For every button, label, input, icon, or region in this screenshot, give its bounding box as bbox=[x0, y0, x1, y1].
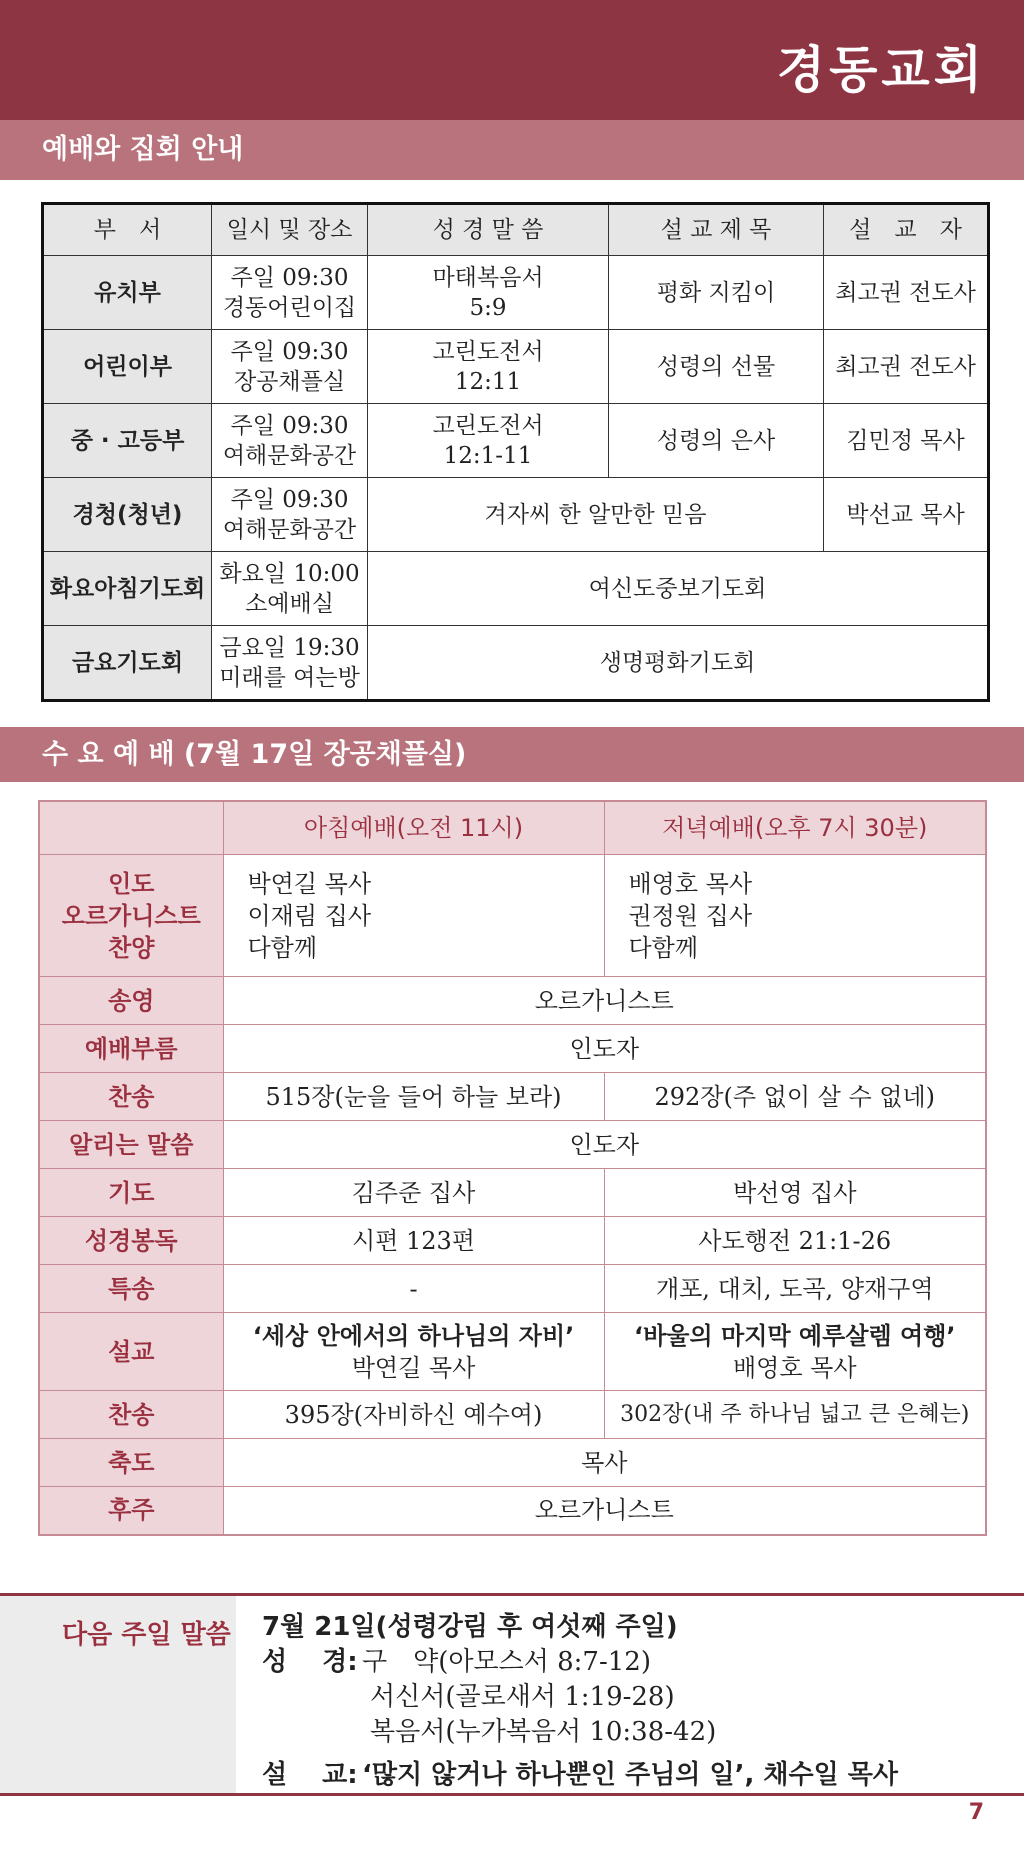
place: 미래를 여는방 bbox=[219, 664, 360, 691]
table-row bbox=[39, 977, 986, 1025]
table-row bbox=[43, 330, 989, 404]
evening-cell: 사도행전 21:1-26 bbox=[604, 1217, 986, 1265]
merged-cell: 오르가니스트 bbox=[223, 977, 986, 1025]
scripture-book: 고린도전서 bbox=[432, 338, 544, 365]
church-name: 경동교회 bbox=[776, 40, 986, 99]
table-row bbox=[39, 1025, 986, 1073]
row-label: 설교 bbox=[39, 1313, 223, 1391]
table-row bbox=[39, 1265, 986, 1313]
table-row bbox=[39, 1391, 986, 1439]
sermon-key: 설 교: bbox=[262, 1760, 358, 1790]
next-sunday-date: 7월 21일(성령강림 후 여섯째 주일) bbox=[262, 1612, 678, 1642]
row-label: 찬송 bbox=[39, 1073, 223, 1121]
time-place-cell bbox=[212, 552, 368, 626]
sermon-title: ‘세상 안에서의 하나님의 자비’ bbox=[252, 1321, 575, 1350]
scripture-ot: 구 약(아모스서 8:7-12) bbox=[362, 1647, 651, 1677]
sermon-title-cell: 성령의 은사 bbox=[609, 404, 824, 478]
row-label: 알리는 말씀 bbox=[39, 1121, 223, 1169]
header-bar bbox=[0, 0, 1024, 120]
morning-sermon-cell bbox=[223, 1313, 604, 1391]
row-label: 송영 bbox=[39, 977, 223, 1025]
dept-cell: 유치부 bbox=[43, 256, 212, 330]
place: 여해문화공간 bbox=[222, 442, 357, 469]
merged-cell: 여신도중보기도회 bbox=[368, 552, 989, 626]
dept-cell: 화요아침기도회 bbox=[43, 552, 212, 626]
dept-cell: 어린이부 bbox=[43, 330, 212, 404]
preacher-cell: 최고권 전도사 bbox=[824, 330, 989, 404]
table-row bbox=[39, 1217, 986, 1265]
row-label: 기도 bbox=[39, 1169, 223, 1217]
morning-cell: 김주준 집사 bbox=[223, 1169, 604, 1217]
place: 소예배실 bbox=[245, 590, 334, 617]
table-row bbox=[39, 1073, 986, 1121]
table-row bbox=[43, 626, 989, 701]
label-line: 찬양 bbox=[108, 933, 155, 962]
scripture-epistle: 서신서(골로새서 1:19-28) bbox=[370, 1682, 675, 1712]
services-table bbox=[41, 202, 990, 702]
evening-cell: 302장(내 주 하나님 넓고 큰 은혜는) bbox=[604, 1391, 986, 1439]
wednesday-service-table bbox=[38, 800, 987, 1536]
evening-sermon-cell bbox=[604, 1313, 986, 1391]
empty-header-cell bbox=[39, 801, 223, 855]
morning-cell: 시편 123편 bbox=[223, 1217, 604, 1265]
place: 장공채플실 bbox=[233, 368, 346, 395]
dept-cell: 금요기도회 bbox=[43, 626, 212, 701]
column-header: 부 서 bbox=[43, 204, 212, 256]
merged-cell: 인도자 bbox=[223, 1025, 986, 1073]
row-label: 후주 bbox=[39, 1487, 223, 1535]
merged-cell: 겨자씨 한 알만한 믿음 bbox=[368, 478, 824, 552]
place: 여해문화공간 bbox=[222, 516, 357, 543]
scripture-book: 마태복음서 bbox=[432, 264, 544, 291]
table-header-row bbox=[39, 801, 986, 855]
dept-cell: 경청(청년) bbox=[43, 478, 212, 552]
time: 주일 09:30 bbox=[230, 412, 349, 439]
row-label: 성경봉독 bbox=[39, 1217, 223, 1265]
evening-cell: 개포, 대치, 도곡, 양재구역 bbox=[604, 1265, 986, 1313]
scripture-key: 성 경: bbox=[262, 1647, 358, 1677]
scripture-gospel: 복음서(누가복음서 10:38-42) bbox=[370, 1717, 717, 1747]
merged-cell: 생명평화기도회 bbox=[368, 626, 989, 701]
merged-cell: 인도자 bbox=[223, 1121, 986, 1169]
scripture-cell bbox=[368, 256, 609, 330]
table-row bbox=[39, 1439, 986, 1487]
sermon-preacher: 배영호 목사 bbox=[732, 1353, 857, 1382]
table-row bbox=[43, 552, 989, 626]
merged-cell: 오르가니스트 bbox=[223, 1487, 986, 1535]
scripture-cell bbox=[368, 404, 609, 478]
table-header-row bbox=[43, 204, 989, 256]
leader: 다함께 bbox=[247, 933, 318, 962]
scripture-verse: 5:9 bbox=[469, 294, 507, 321]
morning-cell: - bbox=[223, 1265, 604, 1313]
column-header: 일시 및 장소 bbox=[212, 204, 368, 256]
time-place-cell bbox=[212, 404, 368, 478]
row-label: 찬송 bbox=[39, 1391, 223, 1439]
label-line: 오르가니스트 bbox=[61, 901, 201, 930]
time-place-cell bbox=[212, 256, 368, 330]
dept-cell: 중 · 고등부 bbox=[43, 404, 212, 478]
scripture-cell bbox=[368, 330, 609, 404]
column-header: 설 교 제 목 bbox=[609, 204, 824, 256]
time: 주일 09:30 bbox=[230, 264, 349, 291]
time: 주일 09:30 bbox=[230, 486, 349, 513]
table-row-sermon bbox=[39, 1313, 986, 1391]
time: 금요일 19:30 bbox=[219, 634, 360, 661]
row-label bbox=[39, 855, 223, 977]
time-place-cell bbox=[212, 478, 368, 552]
time: 화요일 10:00 bbox=[219, 560, 360, 587]
evening-cell: 박선영 집사 bbox=[604, 1169, 986, 1217]
scripture-book: 고린도전서 bbox=[432, 412, 544, 439]
sermon-row bbox=[262, 1758, 898, 1793]
table-row bbox=[39, 1487, 986, 1535]
table-row bbox=[43, 478, 989, 552]
column-header: 성 경 말 씀 bbox=[368, 204, 609, 256]
column-header-evening: 저녁예배(오후 7시 30분) bbox=[604, 801, 986, 855]
morning-leaders bbox=[223, 855, 604, 977]
preacher-cell: 김민정 목사 bbox=[824, 404, 989, 478]
sermon-preacher: 박연길 목사 bbox=[351, 1353, 476, 1382]
place: 경동어린이집 bbox=[222, 294, 357, 321]
table-row bbox=[39, 1169, 986, 1217]
leader: 다함께 bbox=[628, 933, 699, 962]
sermon-text: ‘많지 않거나 하나뿐인 주님의 일’, 채수일 목사 bbox=[362, 1760, 899, 1790]
section-title-services: 예배와 집회 안내 bbox=[0, 120, 1024, 180]
morning-cell: 395장(자비하신 예수여) bbox=[223, 1391, 604, 1439]
time-place-cell bbox=[212, 330, 368, 404]
preacher-cell: 박선교 목사 bbox=[824, 478, 989, 552]
leader: 박연길 목사 bbox=[247, 869, 372, 898]
table-row bbox=[39, 1121, 986, 1169]
leader: 이재림 집사 bbox=[247, 901, 372, 930]
sermon-title-cell: 성령의 선물 bbox=[609, 330, 824, 404]
sermon-title-cell: 평화 지킴이 bbox=[609, 256, 824, 330]
column-header-morning: 아침예배(오전 11시) bbox=[223, 801, 604, 855]
evening-cell: 292장(주 없이 살 수 없네) bbox=[604, 1073, 986, 1121]
leader: 배영호 목사 bbox=[628, 869, 753, 898]
time: 주일 09:30 bbox=[230, 338, 349, 365]
next-sunday-section bbox=[0, 1593, 1024, 1796]
table-row-leaders bbox=[39, 855, 986, 977]
row-label: 예배부름 bbox=[39, 1025, 223, 1073]
sermon-title: ‘바울의 마지막 예루살렘 여행’ bbox=[633, 1321, 956, 1350]
leader: 권정원 집사 bbox=[628, 901, 753, 930]
section-title-wednesday: 수 요 예 배 (7월 17일 장공채플실) bbox=[0, 727, 1024, 782]
morning-cell: 515장(눈을 들어 하늘 보라) bbox=[223, 1073, 604, 1121]
time-place-cell bbox=[212, 626, 368, 701]
row-label: 축도 bbox=[39, 1439, 223, 1487]
table-row bbox=[43, 404, 989, 478]
scripture-verse: 12:11 bbox=[454, 368, 522, 395]
evening-leaders bbox=[604, 855, 986, 977]
row-label: 특송 bbox=[39, 1265, 223, 1313]
scripture-row bbox=[262, 1645, 898, 1680]
scripture-verse: 12:1-11 bbox=[443, 442, 533, 469]
next-sunday-label: 다음 주일 말씀 bbox=[62, 1620, 231, 1650]
page-number: 7 bbox=[968, 1800, 984, 1825]
table-row bbox=[43, 256, 989, 330]
next-sunday-body bbox=[262, 1610, 898, 1793]
label-line: 인도 bbox=[108, 869, 155, 898]
column-header: 설 교 자 bbox=[824, 204, 989, 256]
merged-cell: 목사 bbox=[223, 1439, 986, 1487]
preacher-cell: 최고권 전도사 bbox=[824, 256, 989, 330]
